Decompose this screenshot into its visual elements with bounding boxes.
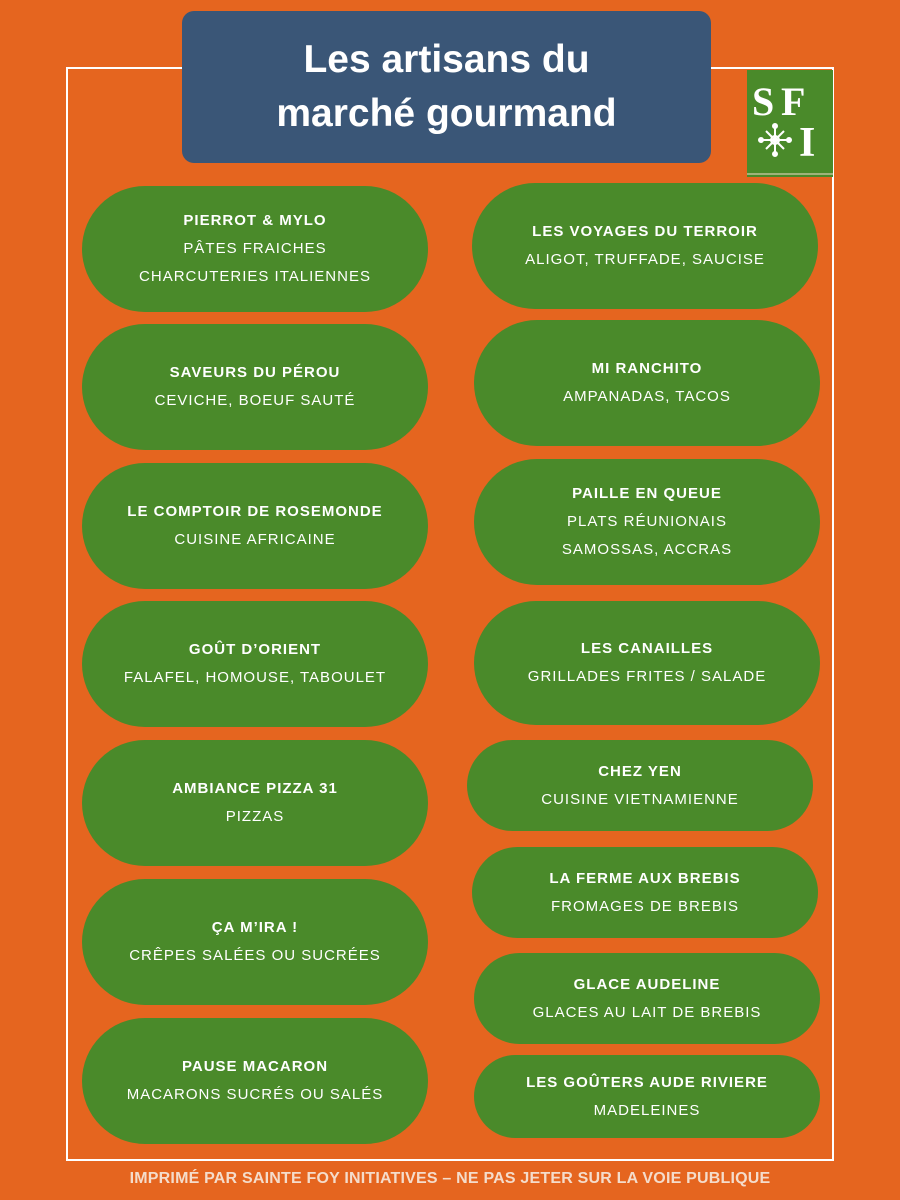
- svg-text:I: I: [799, 120, 816, 166]
- vendor-card-paille-en-queue: [474, 459, 820, 585]
- vendor-name: LES VOYAGES DU TERROIR: [532, 223, 758, 240]
- vendor-card-ca-mira: [82, 879, 428, 1005]
- vendor-card-pierrot-mylo: [82, 186, 428, 312]
- vendor-name: LES GOÛTERS AUDE RIVIERE: [526, 1073, 768, 1091]
- vendor-name: GOÛT D’ORIENT: [188, 641, 322, 658]
- vendor-card-chez-yen: [467, 740, 813, 831]
- title-banner: [182, 11, 711, 163]
- vendor-description: SAMOSSAS, ACCRAS: [561, 541, 733, 558]
- vendor-name: CHEZ YEN: [598, 762, 682, 780]
- sfi-logo: [747, 70, 833, 177]
- vendor-card-comptoir-de-rosemonde: [82, 463, 428, 589]
- vendor-name: AMBIANCE PIZZA 31: [172, 780, 338, 797]
- vendor-description: MADELEINES: [593, 1101, 701, 1119]
- vendor-name: PAILLE EN QUEUE: [572, 485, 722, 502]
- page-title: Les artisans du marché gourmand: [276, 38, 617, 135]
- footer-notice: IMPRIMÉ PAR SAINTE FOY INITIATIVES – NE PAS JETER SUR LA VOIE PUBLIQUE: [129, 1170, 771, 1187]
- vendor-name: LE COMPTOIR DE ROSEMONDE: [127, 503, 383, 520]
- vendor-description: PIZZAS: [225, 808, 285, 825]
- vendor-name: SAVEURS DU PÉROU: [169, 364, 341, 381]
- occitan-cross-icon: [759, 124, 791, 156]
- vendor-card-les-canailles: [474, 601, 820, 725]
- svg-text:S: S: [752, 79, 775, 124]
- vendor-card-ferme-aux-brebis: [472, 847, 818, 938]
- vendor-description: CRÊPES SALÉES OU SUCRÉES: [129, 947, 381, 964]
- vendor-card-mi-ranchito: [474, 320, 820, 446]
- vendor-name: PIERROT & MYLO: [183, 212, 327, 229]
- vendor-name: LA FERME AUX BREBIS: [549, 869, 741, 887]
- vendor-name: ÇA M’IRA !: [211, 919, 299, 936]
- vendor-card-glace-audeline: [474, 953, 820, 1044]
- vendor-card-saveurs-du-perou: [82, 324, 428, 450]
- vendor-description: FROMAGES DE BREBIS: [550, 897, 740, 915]
- vendor-card-ambiance-pizza: [82, 740, 428, 866]
- vendor-description: PÂTES FRAICHES: [183, 240, 327, 257]
- vendor-card-pause-macaron: [82, 1018, 428, 1144]
- vendor-description: FALAFEL, HOMOUSE, TABOULET: [123, 669, 387, 686]
- vendor-card-gout-dorient: [82, 601, 428, 727]
- vendor-description: CUISINE VIETNAMIENNE: [541, 790, 739, 808]
- vendor-description: CHARCUTERIES ITALIENNES: [139, 268, 371, 285]
- vendor-card-voyages-du-terroir: [472, 183, 818, 309]
- vendor-description: MACARONS SUCRÉS OU SALÉS: [126, 1086, 384, 1103]
- vendor-description: ALIGOT, TRUFFADE, SAUCISE: [525, 251, 765, 268]
- vendor-name: MI RANCHITO: [591, 360, 703, 377]
- vendor-description: GLACES AU LAIT DE BREBIS: [532, 1003, 762, 1021]
- vendor-description: PLATS RÉUNIONAIS: [567, 513, 727, 530]
- vendor-description: AMPANADAS, TACOS: [563, 388, 731, 405]
- vendor-card-gouters-aude-riviere: [474, 1055, 820, 1138]
- vendor-description: CUISINE AFRICAINE: [174, 531, 336, 548]
- vendor-description: CEVICHE, BOEUF SAUTÉ: [154, 392, 356, 409]
- vendor-name: GLACE AUDELINE: [573, 975, 721, 993]
- vendor-name: LES CANAILLES: [580, 640, 714, 657]
- vendor-description: GRILLADES FRITES / SALADE: [527, 668, 767, 685]
- svg-text:F: F: [781, 79, 806, 124]
- vendor-name: PAUSE MACARON: [181, 1058, 329, 1075]
